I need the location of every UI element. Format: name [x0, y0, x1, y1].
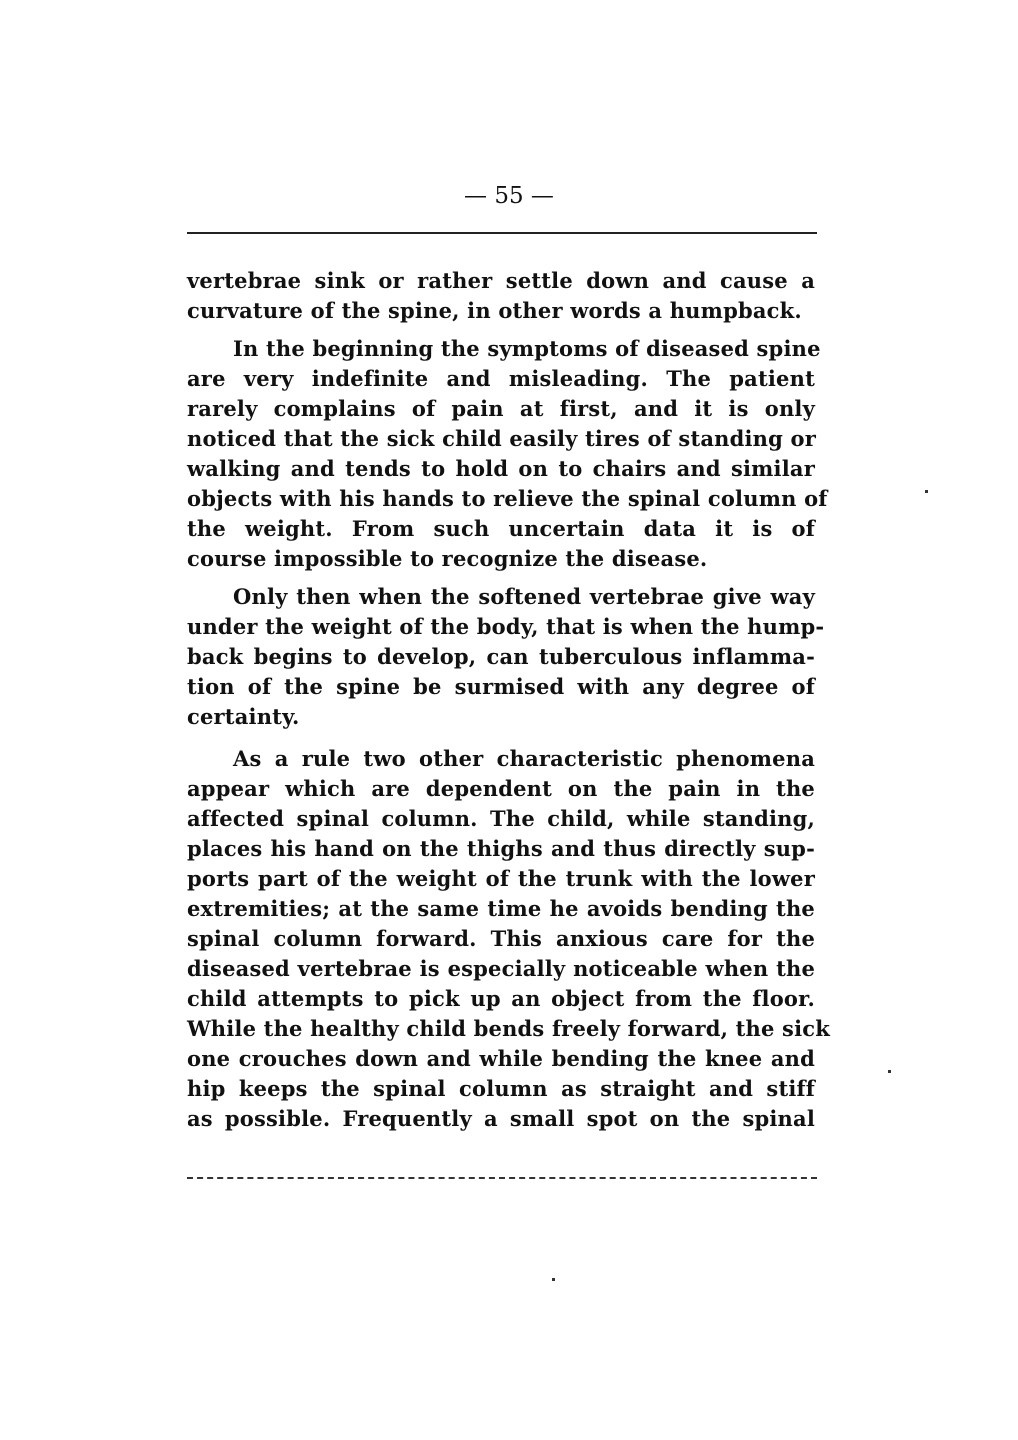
text-line: certainty. — [187, 704, 300, 729]
paragraph — [187, 334, 828, 574]
text-line: appear which are dependent on the pain in the — [187, 776, 815, 801]
text-line: are very indefinite and misleading. The patient — [187, 366, 815, 391]
text-line: Only then when the softened vertebrae give way — [233, 584, 815, 609]
text-line: diseased vertebrae is especially noticeable when the — [187, 956, 815, 981]
footer-rule — [187, 1177, 817, 1179]
text-line: vertebrae sink or rather settle down and cause a — [187, 268, 815, 293]
paragraph — [187, 266, 815, 326]
text-line: noticed that the sick child easily tires of standing or — [187, 426, 817, 451]
paragraph — [187, 744, 830, 1134]
text-line: rarely complains of pain at first, and it is only — [187, 396, 815, 421]
text-line: under the weight of the body, that is when the hump- — [187, 614, 825, 639]
text-line: ports part of the weight of the trunk with the lower — [187, 866, 815, 891]
text-line: curvature of the spine, in other words a humpback. — [187, 298, 802, 323]
text-line: objects with his hands to relieve the spinal column of — [187, 486, 828, 511]
text-line: child attempts to pick up an object from the floor. — [187, 986, 815, 1011]
text-line: places his hand on the thighs and thus directly sup- — [187, 836, 815, 861]
header-rule — [187, 232, 817, 234]
text-line: the weight. From such uncertain data it is of — [187, 516, 815, 541]
text-line: walking and tends to hold on to chairs and similar — [187, 456, 815, 481]
scan-speck — [552, 1278, 555, 1281]
text-line: as possible. Frequently a small spot on the spinal — [187, 1106, 815, 1131]
paragraph — [187, 582, 825, 732]
body-text — [187, 266, 830, 1142]
scan-speck — [925, 490, 928, 493]
text-line: As a rule two other characteristic phenomena — [233, 746, 815, 771]
text-line: hip keeps the spinal column as straight and stiff — [187, 1076, 815, 1101]
text-line: spinal column forward. This anxious care for the — [187, 926, 815, 951]
text-line: extremities; at the same time he avoids bending the — [187, 896, 815, 921]
page-number: — 55 — — [464, 183, 554, 209]
text-line: back begins to develop, can tuberculous inflamma- — [187, 644, 815, 669]
text-line: tion of the spine be surmised with any degree of — [187, 674, 815, 699]
text-line: affected spinal column. The child, while standing, — [187, 806, 815, 831]
text-line: In the beginning the symptoms of diseased spine — [233, 336, 821, 361]
text-line: one crouches down and while bending the knee and — [187, 1046, 815, 1071]
scan-speck — [888, 1070, 891, 1073]
text-line: course impossible to recognize the disease. — [187, 546, 708, 571]
text-line: While the healthy child bends freely forward, the sick — [187, 1016, 830, 1041]
